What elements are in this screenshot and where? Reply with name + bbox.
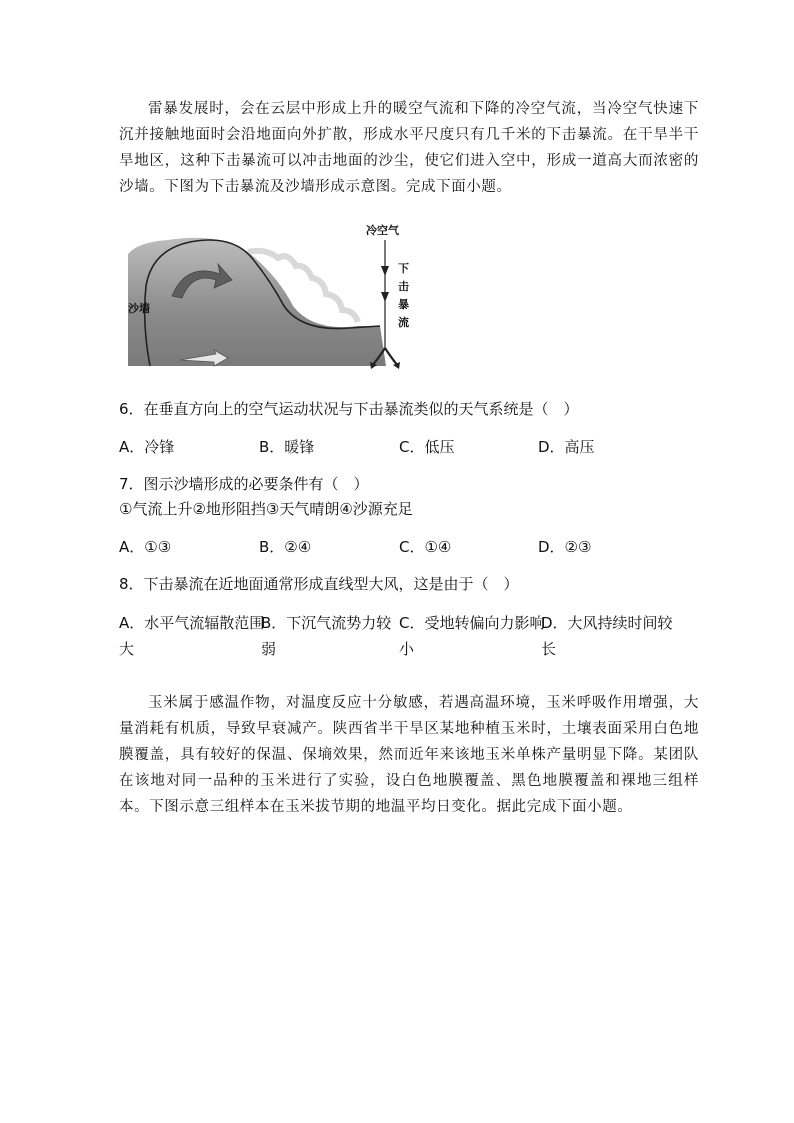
q8-option-c[interactable] <box>399 612 545 660</box>
passage-corn <box>119 690 699 820</box>
q7-option-b[interactable]: B．②④ <box>259 538 312 556</box>
label-downburst-2: 击 <box>398 280 409 293</box>
q6-option-c[interactable]: C．低压 <box>399 438 455 456</box>
q8-option-d-line2: 长 <box>541 640 557 658</box>
sandwall-cloud-shape <box>128 238 386 366</box>
label-downburst-4: 流 <box>398 316 409 329</box>
downburst-arrowhead-2 <box>381 292 389 302</box>
q8-option-c-line1: C．受地转偏向力影响 <box>399 614 545 632</box>
label-downburst-3: 暴 <box>398 298 409 311</box>
q8-option-a[interactable] <box>119 612 265 660</box>
passage-downburst-text: 雷暴发展时，会在云层中形成上升的暖空气流和下降的冷空气流，当冷空气快速下沉并接触地面时会沿地面向外扩散，形成水平尺度只有几千米的下击暴流。在干旱半干旱地区，这种下击暴流可以冲击地面的沙尘，使它们进入空中，形成一道高大而浓密的沙墙。下图为下击暴流及沙墙形成示意图。完成下面小题。 <box>119 101 699 195</box>
q8-option-d[interactable] <box>541 612 683 660</box>
q6-option-b[interactable]: B．暖锋 <box>259 438 315 456</box>
label-cold-air: 冷空气 <box>366 224 399 237</box>
q6-option-d[interactable]: D．高压 <box>538 438 595 456</box>
q8-option-b[interactable] <box>261 612 403 660</box>
q7-option-d[interactable]: D．②③ <box>538 538 592 556</box>
diagram-svg <box>128 214 414 370</box>
q6-option-a[interactable]: A．冷锋 <box>119 438 175 456</box>
q8-option-d-line1: D．大风持续时间较 <box>541 614 673 632</box>
question-7-stem: 7．图示沙墙形成的必要条件有（ ） <box>119 475 369 493</box>
passage-downburst <box>119 96 699 200</box>
downburst-sandwall-diagram <box>128 214 414 370</box>
label-downburst-1: 下 <box>398 262 409 275</box>
q8-option-a-line1: A．水平气流辐散范围 <box>119 614 265 632</box>
q8-option-c-line2: 小 <box>399 640 415 658</box>
question-6-stem: 6．在垂直方向上的空气运动状况与下击暴流类似的天气系统是（ ） <box>119 400 579 418</box>
q8-option-a-line2: 大 <box>119 640 135 658</box>
downburst-arrowhead-1 <box>381 266 389 276</box>
label-sandwall: 沙墙 <box>128 302 150 315</box>
q8-option-b-line2: 弱 <box>261 640 277 658</box>
question-8-stem: 8．下击暴流在近地面通常形成直线型大风，这是由于（ ） <box>119 575 519 593</box>
q8-option-b-line1: B．下沉气流势力较 <box>261 614 392 632</box>
q7-option-c[interactable]: C．①④ <box>399 538 452 556</box>
q7-option-a[interactable]: A．①③ <box>119 538 172 556</box>
question-7-conditions: ①气流上升②地形阻挡③天气晴朗④沙源充足 <box>119 500 413 518</box>
passage-corn-text: 玉米属于感温作物，对温度反应十分敏感，若遇高温环境，玉米呼吸作用增强，大量消耗有机质，导致早衰减产。陕西省半干旱区某地种植玉米时，土壤表面采用白色地膜覆盖，具有较好的保温、保墒效果，然而近年来该地玉米单株产量明显下降。某团队在该地对同一品种的玉米进行了实验，设白色地膜覆盖、黑色地膜覆盖和裸地三组样本。下图示意三组样本在玉米拔节期的地温平均日变化。据此完成下面小题。 <box>119 695 699 815</box>
